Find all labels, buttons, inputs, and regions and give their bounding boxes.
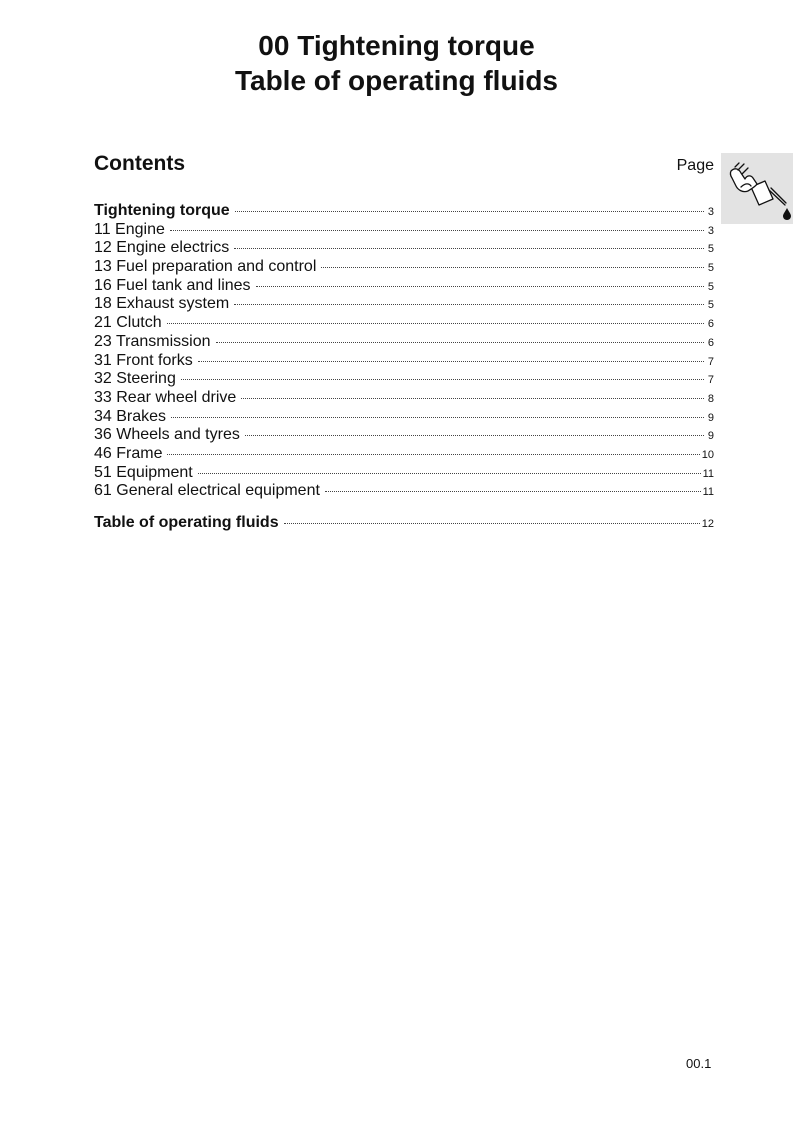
toc-entry (94, 295, 714, 314)
toc-leader-dots (198, 473, 701, 474)
toc-entry-page: 3 (707, 224, 714, 237)
toc-entry-label: 21 Clutch (94, 314, 162, 332)
toc-entry-page: 5 (707, 262, 714, 275)
contents-title: Contents (94, 152, 185, 175)
toc-entry-page: 12 (701, 518, 714, 530)
toc-entry-label: 16 Fuel tank and lines (94, 276, 251, 294)
title-line-1: 00 Tightening torque (258, 30, 535, 61)
toc-leader-dots (234, 248, 704, 249)
toc-entry (94, 333, 714, 352)
toc-entry (94, 277, 714, 296)
toc-entry-page: 5 (707, 280, 714, 293)
toc-entry (94, 482, 714, 501)
hand-oil-can-icon (721, 153, 793, 224)
toc-entry (94, 408, 714, 427)
toc-entry-label: 13 Fuel preparation and control (94, 258, 317, 276)
toc-entry-label: 51 Equipment (94, 463, 193, 481)
toc-entry-page: 5 (707, 243, 714, 256)
toc-entry-label: 61 General electrical equipment (94, 482, 320, 500)
toc-entry-label: 32 Steering (94, 370, 176, 388)
toc-leader-dots (284, 523, 700, 524)
toc-leader-dots (235, 211, 704, 212)
toc-leader-dots (167, 323, 704, 324)
toc-entry (94, 426, 714, 445)
toc-leader-dots (167, 454, 699, 455)
toc-entry-label: 18 Exhaust system (94, 295, 230, 313)
toc-entry-label: 36 Wheels and tyres (94, 426, 240, 444)
toc-entry (94, 464, 714, 483)
toc-entry-page: 6 (707, 318, 714, 331)
table-of-contents (94, 202, 714, 533)
toc-entry-page: 3 (707, 206, 714, 218)
toc-entry (94, 314, 714, 333)
toc-entry-page: 6 (707, 336, 714, 349)
toc-leader-dots (321, 267, 704, 268)
hand-oil-can-icon-graphic (721, 153, 793, 224)
toc-entry-page: 7 (707, 355, 714, 368)
toc-leader-dots (198, 361, 704, 362)
toc-leader-dots (170, 230, 704, 231)
toc-entry (94, 514, 714, 533)
page-column-label: Page (676, 157, 714, 174)
toc-entry-label: 31 Front forks (94, 351, 193, 369)
toc-entry (94, 202, 714, 221)
contents-header (94, 150, 714, 178)
toc-entry (94, 239, 714, 258)
toc-entry-page: 9 (707, 411, 714, 424)
toc-entry (94, 389, 714, 408)
toc-entry-label: 34 Brakes (94, 407, 167, 425)
document-title (0, 28, 793, 98)
toc-leader-dots (181, 379, 704, 380)
title-line-2: Table of operating fluids (234, 65, 559, 96)
toc-entry-label: Tightening torque (94, 202, 230, 219)
toc-entry-label: 46 Frame (94, 444, 163, 462)
toc-entry-page: 11 (702, 467, 714, 480)
toc-entry (94, 221, 714, 240)
toc-entry-page: 11 (702, 486, 714, 499)
toc-entry-page: 7 (707, 374, 714, 387)
toc-entry-label: 11 Engine (94, 220, 165, 238)
toc-entry (94, 352, 714, 371)
toc-entry-page: 10 (701, 448, 714, 461)
toc-entry (94, 258, 714, 277)
toc-entry-label: Table of operating fluids (94, 514, 279, 531)
toc-entry-page: 5 (707, 299, 714, 312)
toc-entry-page: 8 (707, 392, 714, 405)
toc-leader-dots (234, 304, 704, 305)
toc-leader-dots (216, 342, 705, 343)
toc-leader-dots (325, 491, 701, 492)
toc-leader-dots (171, 417, 704, 418)
toc-entry-label: 33 Rear wheel drive (94, 388, 237, 406)
toc-leader-dots (241, 398, 704, 399)
toc-entry (94, 445, 714, 464)
toc-leader-dots (245, 435, 704, 436)
toc-entry-label: 23 Transmission (94, 332, 211, 350)
toc-entry (94, 370, 714, 389)
toc-entry-label: 12 Engine electrics (94, 239, 230, 257)
toc-entry-page: 9 (707, 430, 714, 443)
toc-leader-dots (256, 286, 704, 287)
page-number: 00.1 (686, 1056, 712, 1071)
